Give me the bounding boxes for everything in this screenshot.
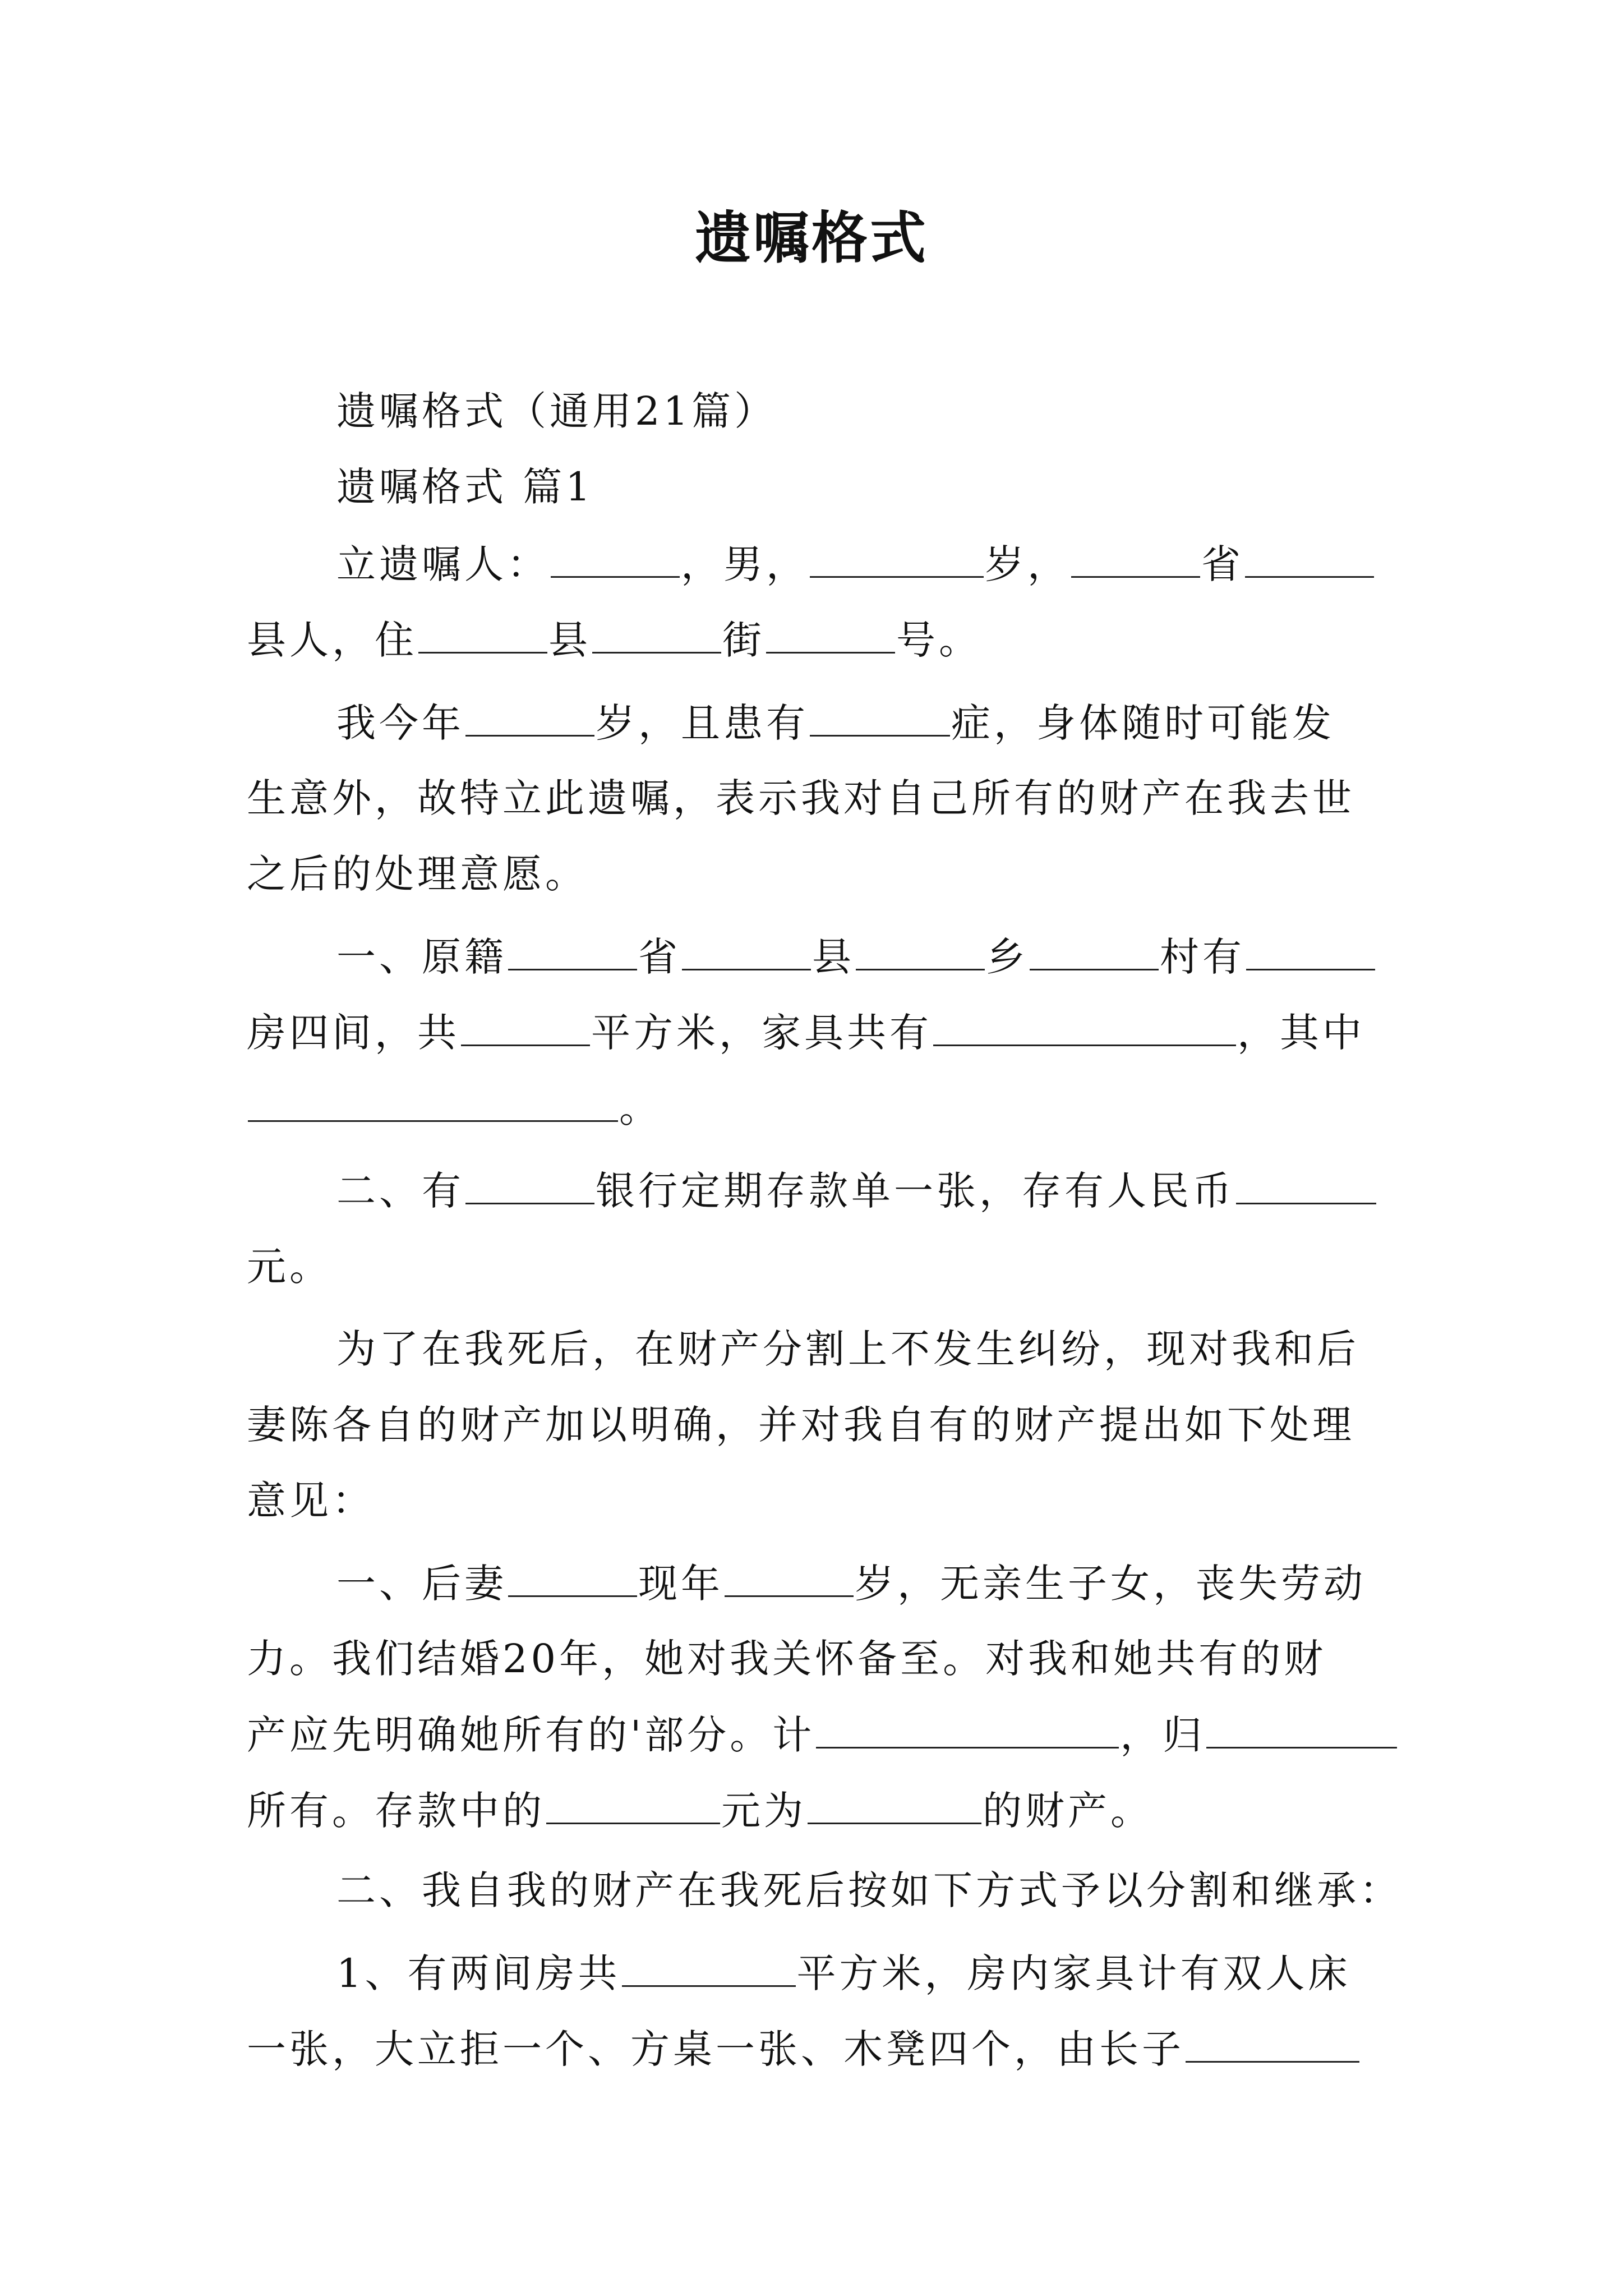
fill-blank — [465, 694, 594, 737]
paragraph-line: 立遗嘱人： ，男， 岁， 省 — [0, 536, 1623, 592]
fill-blank — [508, 1555, 637, 1597]
fill-blank — [810, 536, 984, 578]
paragraph-line: 二、我自我的财产在我死后按如下方式予以分割和继承： — [336, 1867, 1402, 1913]
fill-blank — [856, 928, 985, 970]
fill-blank — [622, 1945, 796, 1987]
paragraph-line: 生意外，故特立此遗嘱，表示我对自己所有的财产在我去世 — [247, 775, 1355, 821]
paragraph-line: 1、有两间房共 平方米，房内家具计有双人床 — [0, 1945, 1623, 2001]
fill-blank — [508, 928, 637, 970]
fill-blank — [465, 1162, 594, 1204]
paragraph-line: 妻陈各自的财产加以明确，并对我自有的财产提出如下处理 — [247, 1402, 1355, 1448]
fill-blank — [933, 1004, 1236, 1046]
paragraph-line: 房四间，共 平方米，家具共有 ，其中 — [0, 1004, 1623, 1061]
fill-blank — [1030, 928, 1159, 970]
fill-blank — [1236, 1162, 1376, 1204]
paragraph-line: 二、有 银行定期存款单一张，存有人民币 — [0, 1162, 1623, 1219]
fill-blank — [1071, 536, 1200, 578]
paragraph-line: 产应先明确她所有的'部分。计 ，归 — [0, 1706, 1623, 1763]
fill-blank — [546, 1782, 720, 1824]
fill-blank — [816, 1706, 1119, 1749]
fill-blank — [682, 928, 811, 970]
fill-blank — [592, 611, 721, 654]
paragraph-line: 意见： — [247, 1478, 375, 1524]
fill-blank — [551, 536, 680, 578]
fill-blank — [418, 611, 547, 654]
fill-blank — [1206, 1706, 1397, 1749]
document-subtitle: 遗嘱格式（通用21篇） — [336, 388, 777, 434]
fill-blank — [1246, 928, 1375, 970]
fill-blank — [810, 694, 950, 737]
paragraph-line: 元。 — [247, 1244, 332, 1290]
paragraph-line: 县人，住 县 街 号。 — [0, 611, 1623, 668]
fill-blank — [1245, 536, 1374, 578]
fill-blank — [766, 611, 895, 654]
paragraph-line: 力。我们结婚20年，她对我关怀备至。对我和她共有的财 — [247, 1636, 1327, 1682]
document-title: 遗嘱格式 — [695, 205, 928, 271]
paragraph-line: 之后的处理意愿。 — [247, 851, 588, 897]
paragraph-line: 所有。存款中的 元为 的财产。 — [0, 1782, 1623, 1839]
section-heading: 遗嘱格式 篇1 — [336, 464, 594, 510]
paragraph-line: 为了在我死后，在财产分割上不发生纠纷，现对我和后 — [336, 1326, 1359, 1372]
fill-blank — [1186, 2021, 1359, 2063]
paragraph-line: 我今年 岁，且患有 症，身体随时可能发 — [0, 694, 1623, 751]
paragraph-line: 一、后妻 现年 岁，无亲生子女，丧失劳动 — [0, 1555, 1623, 1612]
paragraph-line: 一张，大立拒一个、方桌一张、木凳四个，由长子 — [0, 2021, 1623, 2077]
fill-blank — [725, 1555, 854, 1597]
paragraph-line: 。 — [0, 1080, 1623, 1137]
paragraph-line: 一、原籍 省 县 乡 村有 — [0, 928, 1623, 985]
fill-blank — [248, 1080, 618, 1122]
fill-blank — [808, 1782, 981, 1824]
fill-blank — [461, 1004, 590, 1046]
